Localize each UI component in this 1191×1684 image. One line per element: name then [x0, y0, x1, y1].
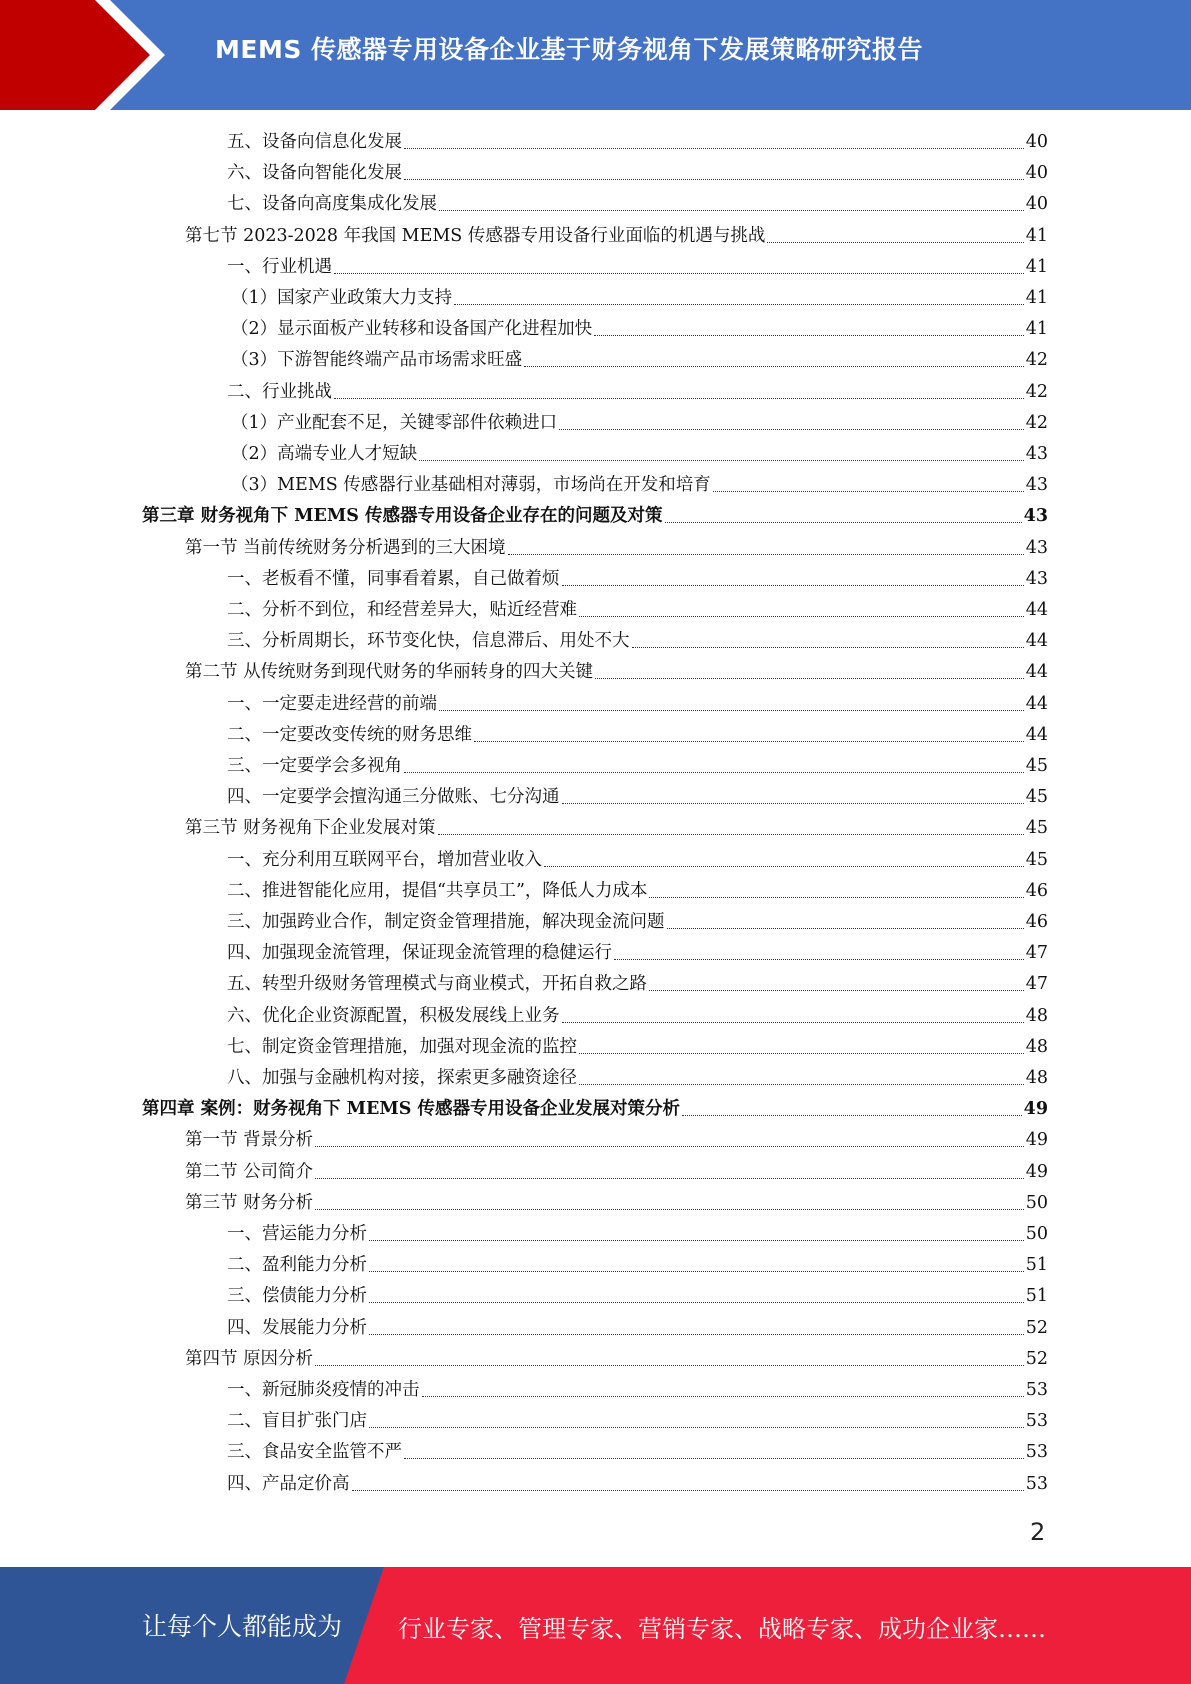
toc-entry-title: 一、老板看不懂，同事看着累，自己做着烦 — [227, 568, 560, 589]
toc-entry-page: 44 — [1025, 631, 1048, 652]
toc-entry-title: 三、食品安全监管不严 — [227, 1442, 402, 1463]
toc-entry-title: 四、加强现金流管理，保证现金流管理的稳健运行 — [227, 943, 612, 964]
toc-dot-leader — [315, 1364, 1024, 1366]
toc-dot-leader — [404, 771, 1024, 773]
toc-dot-leader — [508, 553, 1024, 555]
toc-entry-title: 六、优化企业资源配置，积极发展线上业务 — [227, 1005, 560, 1026]
toc-entry[interactable] — [231, 314, 1048, 345]
toc-dot-leader — [438, 833, 1024, 835]
toc-entry-page: 52 — [1025, 1348, 1048, 1369]
toc-entry-title: 第四节 原因分析 — [185, 1348, 314, 1369]
toc-entry[interactable] — [142, 1094, 1048, 1125]
toc-entry-page: 53 — [1025, 1380, 1048, 1400]
toc-entry[interactable] — [227, 189, 1048, 220]
toc-entry-title: （1）国家产业政策大力支持 — [231, 288, 453, 308]
toc-entry-title: 三、加强跨业合作，制定资金管理措施，解决现金流问题 — [227, 912, 665, 932]
toc-dot-leader — [474, 740, 1024, 742]
toc-entry[interactable] — [227, 158, 1048, 189]
toc-entry[interactable] — [231, 345, 1048, 376]
toc-entry-page: 42 — [1025, 412, 1048, 433]
toc-entry-page: 49 — [1023, 1099, 1048, 1120]
toc-entry-page: 47 — [1025, 974, 1048, 995]
toc-dot-leader — [315, 1145, 1024, 1147]
toc-entry-page: 51 — [1025, 1286, 1048, 1307]
toc-entry-title: 二、盲目扩张门店 — [227, 1411, 367, 1432]
toc-entry-page: 48 — [1025, 1005, 1048, 1026]
toc-entry-title: 四、产品定价高 — [227, 1473, 350, 1494]
toc-entry-page: 40 — [1025, 132, 1048, 152]
toc-entry-title: 五、设备向信息化发展 — [227, 132, 402, 152]
toc-entry[interactable] — [227, 1250, 1048, 1281]
toc-entry-title: 二、推进智能化应用，提倡“共享员工”，降低人力成本 — [227, 880, 648, 901]
toc-dot-leader — [713, 490, 1024, 492]
toc-entry-page: 46 — [1025, 880, 1048, 901]
toc-dot-leader — [439, 709, 1024, 711]
footer-slogan-right: 行业专家、管理专家、营销专家、战略专家、成功企业家…… — [398, 1615, 1046, 1643]
toc-entry-page: 51 — [1025, 1255, 1048, 1276]
toc-dot-leader — [579, 1052, 1024, 1054]
toc-dot-leader — [369, 1426, 1024, 1428]
toc-entry-title: 五、转型升级财务管理模式与商业模式，开拓自救之路 — [227, 974, 647, 995]
toc-dot-leader — [369, 1270, 1024, 1272]
toc-entry-page: 43 — [1023, 506, 1048, 527]
toc-dot-leader — [649, 989, 1024, 991]
toc-entry[interactable] — [227, 1375, 1048, 1406]
toc-dot-leader — [315, 1177, 1024, 1179]
toc-entry-page: 42 — [1025, 381, 1048, 402]
toc-entry[interactable] — [185, 813, 1048, 844]
toc-entry-page: 53 — [1025, 1442, 1048, 1463]
toc-entry[interactable] — [231, 439, 1048, 470]
toc-entry-title: 三、偿债能力分析 — [227, 1286, 367, 1307]
toc-dot-leader — [544, 865, 1024, 867]
toc-entry[interactable] — [227, 1437, 1048, 1468]
toc-entry-page: 43 — [1025, 537, 1048, 558]
toc-entry-page: 48 — [1025, 1068, 1048, 1088]
toc-entry-page: 41 — [1025, 319, 1048, 340]
toc-dot-leader — [369, 1239, 1024, 1241]
toc-entry[interactable] — [227, 1313, 1048, 1344]
toc-entry-page: 47 — [1025, 943, 1048, 964]
toc-entry[interactable] — [227, 876, 1048, 907]
toc-entry-page: 53 — [1025, 1411, 1048, 1432]
toc-dot-leader — [667, 927, 1024, 929]
toc-entry-page: 45 — [1025, 849, 1048, 870]
page-number: 2 — [1030, 1518, 1046, 1546]
toc-entry-page: 41 — [1025, 288, 1048, 308]
toc-entry-title: （2）显示面板产业转移和设备国产化进程加快 — [231, 319, 593, 340]
toc-entry-title: （3）MEMS 传感器行业基础相对薄弱，市场尚在开发和培育 — [231, 475, 711, 496]
toc-entry-title: （1）产业配套不足，关键零部件依赖进口 — [231, 412, 558, 433]
toc-entry-page: 44 — [1025, 600, 1048, 620]
toc-entry-title: 一、营运能力分析 — [227, 1224, 367, 1244]
toc-dot-leader — [632, 646, 1024, 648]
toc-entry[interactable] — [185, 1188, 1048, 1219]
toc-entry[interactable] — [231, 283, 1048, 314]
toc-entry-page: 44 — [1025, 662, 1048, 683]
toc-dot-leader — [334, 272, 1024, 274]
toc-entry-title: 第三节 财务视角下企业发展对策 — [185, 818, 436, 839]
toc-entry-page: 53 — [1025, 1473, 1048, 1494]
page-header — [0, 0, 1191, 110]
toc-entry-page: 45 — [1025, 756, 1048, 776]
toc-entry-page: 43 — [1025, 444, 1048, 464]
toc-entry[interactable] — [227, 1281, 1048, 1312]
toc-entry[interactable] — [227, 720, 1048, 751]
toc-entry[interactable] — [227, 689, 1048, 720]
report-title: MEMS 传感器专用设备企业基于财务视角下发展策略研究报告 — [215, 35, 924, 64]
toc-dot-leader — [439, 209, 1024, 211]
toc-entry[interactable] — [185, 1344, 1048, 1375]
toc-entry[interactable] — [227, 845, 1048, 876]
toc-entry[interactable] — [227, 1063, 1048, 1094]
toc-dot-leader — [562, 584, 1024, 586]
toc-dot-leader — [595, 677, 1024, 679]
toc-entry-title: （3）下游智能终端产品市场需求旺盛 — [231, 350, 523, 371]
toc-entry[interactable] — [227, 626, 1048, 657]
toc-entry-title: 七、制定资金管理措施，加强对现金流的监控 — [227, 1036, 577, 1057]
toc-dot-leader — [649, 896, 1023, 898]
header-red-arrow — [0, 0, 150, 110]
toc-entry[interactable] — [227, 595, 1048, 626]
footer-slogan-left: 让每个人都能成为 — [142, 1612, 343, 1641]
toc-entry[interactable] — [227, 1001, 1048, 1032]
toc-entry-page: 40 — [1025, 194, 1048, 215]
toc-entry[interactable] — [142, 501, 1048, 532]
toc-entry[interactable] — [185, 1157, 1048, 1188]
toc-entry-page: 50 — [1025, 1192, 1048, 1213]
toc-entry-title: 三、一定要学会多视角 — [227, 756, 402, 776]
toc-entry-page: 44 — [1025, 724, 1048, 745]
toc-dot-leader — [594, 334, 1024, 336]
toc-entry-page: 42 — [1025, 350, 1048, 371]
toc-entry-page: 41 — [1025, 225, 1048, 246]
toc-entry-title: 第二节 从传统财务到现代财务的华丽转身的四大关键 — [185, 662, 594, 683]
toc-dot-leader — [369, 1333, 1024, 1335]
toc-dot-leader — [369, 1301, 1024, 1303]
toc-entry[interactable] — [227, 907, 1048, 938]
toc-entry[interactable] — [227, 564, 1048, 595]
toc-entry[interactable] — [227, 1469, 1048, 1500]
toc-entry-title: 八、加强与金融机构对接，探索更多融资途径 — [227, 1068, 577, 1088]
toc-dot-leader — [352, 1489, 1024, 1491]
toc-dot-leader — [579, 615, 1024, 617]
toc-entry-page: 43 — [1025, 475, 1048, 496]
toc-dot-leader — [682, 1114, 1022, 1116]
toc-dot-leader — [579, 1083, 1024, 1085]
toc-entry[interactable] — [227, 782, 1048, 813]
toc-dot-leader — [419, 459, 1024, 461]
toc-entry-title: 四、一定要学会擅沟通三分做账、七分沟通 — [227, 787, 560, 808]
toc-entry-page: 44 — [1025, 693, 1048, 714]
toc-entry[interactable] — [227, 938, 1048, 969]
toc-entry-page: 45 — [1025, 787, 1048, 808]
toc-dot-leader — [767, 241, 1023, 243]
toc-entry-title: 二、盈利能力分析 — [227, 1255, 367, 1276]
toc-dot-leader — [315, 1208, 1024, 1210]
toc-entry[interactable] — [227, 252, 1048, 283]
toc-entry-title: 第七节 2023-2028 年我国 MEMS 传感器专用设备行业面临的机遇与挑战 — [185, 225, 766, 246]
toc-entry-title: 四、发展能力分析 — [227, 1317, 367, 1338]
toc-entry-page: 49 — [1025, 1130, 1048, 1151]
toc-entry-title: 三、分析周期长，环节变化快，信息滞后、用处不大 — [227, 631, 630, 652]
page-footer — [0, 1567, 1191, 1684]
toc-entry-page: 41 — [1025, 256, 1048, 277]
toc-entry-page: 50 — [1025, 1224, 1048, 1244]
toc-entry-title: 第四章 案例：财务视角下 MEMS 传感器专用设备企业发展对策分析 — [142, 1099, 680, 1120]
toc-entry[interactable] — [227, 751, 1048, 782]
toc-entry-title: 第三章 财务视角下 MEMS 传感器专用设备企业存在的问题及对策 — [142, 506, 663, 527]
toc-entry-title: （2）高端专业人才短缺 — [231, 444, 418, 464]
toc-entry-title: 第二节 公司简介 — [185, 1161, 314, 1182]
toc-dot-leader — [454, 303, 1024, 305]
toc-entry[interactable] — [231, 408, 1048, 439]
toc-entry[interactable] — [227, 969, 1048, 1000]
toc-entry-page: 45 — [1025, 818, 1048, 839]
toc-entry[interactable] — [227, 377, 1048, 408]
toc-entry-title: 第一节 当前传统财务分析遇到的三大困境 — [185, 537, 506, 558]
toc-entry-title: 二、一定要改变传统的财务思维 — [227, 724, 472, 745]
toc-entry[interactable] — [227, 1219, 1048, 1250]
toc-entry-page: 48 — [1025, 1036, 1048, 1057]
toc-entry[interactable] — [185, 533, 1048, 564]
toc-dot-leader — [559, 428, 1024, 430]
toc-entry[interactable] — [185, 1125, 1048, 1156]
toc-entry-title: 二、分析不到位，和经营差异大，贴近经营难 — [227, 600, 577, 620]
toc-entry-page: 40 — [1025, 163, 1048, 184]
toc-dot-leader — [334, 397, 1024, 399]
toc-dot-leader — [562, 802, 1024, 804]
toc-dot-leader — [404, 178, 1024, 180]
toc-dot-leader — [614, 958, 1024, 960]
toc-entry-title: 一、行业机遇 — [227, 256, 332, 277]
toc-entry-page: 43 — [1025, 568, 1048, 589]
toc-entry-page: 52 — [1025, 1317, 1048, 1338]
toc-entry-title: 一、一定要走进经营的前端 — [227, 693, 437, 714]
toc-dot-leader — [404, 1457, 1024, 1459]
toc-entry-title: 七、设备向高度集成化发展 — [227, 194, 437, 215]
toc-entry-page: 46 — [1025, 912, 1048, 932]
toc-dot-leader — [562, 1021, 1024, 1023]
toc-entry-title: 第一节 背景分析 — [185, 1130, 314, 1151]
toc-dot-leader — [422, 1395, 1024, 1397]
toc-dot-leader — [665, 521, 1022, 523]
toc-entry-title: 一、新冠肺炎疫情的冲击 — [227, 1380, 420, 1400]
toc-entry-title: 二、行业挑战 — [227, 381, 332, 402]
toc-entry[interactable] — [185, 221, 1048, 252]
toc-entry[interactable] — [227, 1032, 1048, 1063]
toc-entry-title: 一、充分利用互联网平台，增加营业收入 — [227, 849, 542, 870]
toc-entry[interactable] — [185, 657, 1048, 688]
toc-dot-leader — [404, 147, 1024, 149]
toc-entry[interactable] — [231, 470, 1048, 501]
toc-entry[interactable] — [227, 1406, 1048, 1437]
toc-entry-page: 49 — [1025, 1161, 1048, 1182]
toc-entry[interactable] — [227, 127, 1048, 158]
toc-entry-title: 第三节 财务分析 — [185, 1192, 314, 1213]
toc-entry-title: 六、设备向智能化发展 — [227, 163, 402, 184]
toc-dot-leader — [524, 365, 1024, 367]
